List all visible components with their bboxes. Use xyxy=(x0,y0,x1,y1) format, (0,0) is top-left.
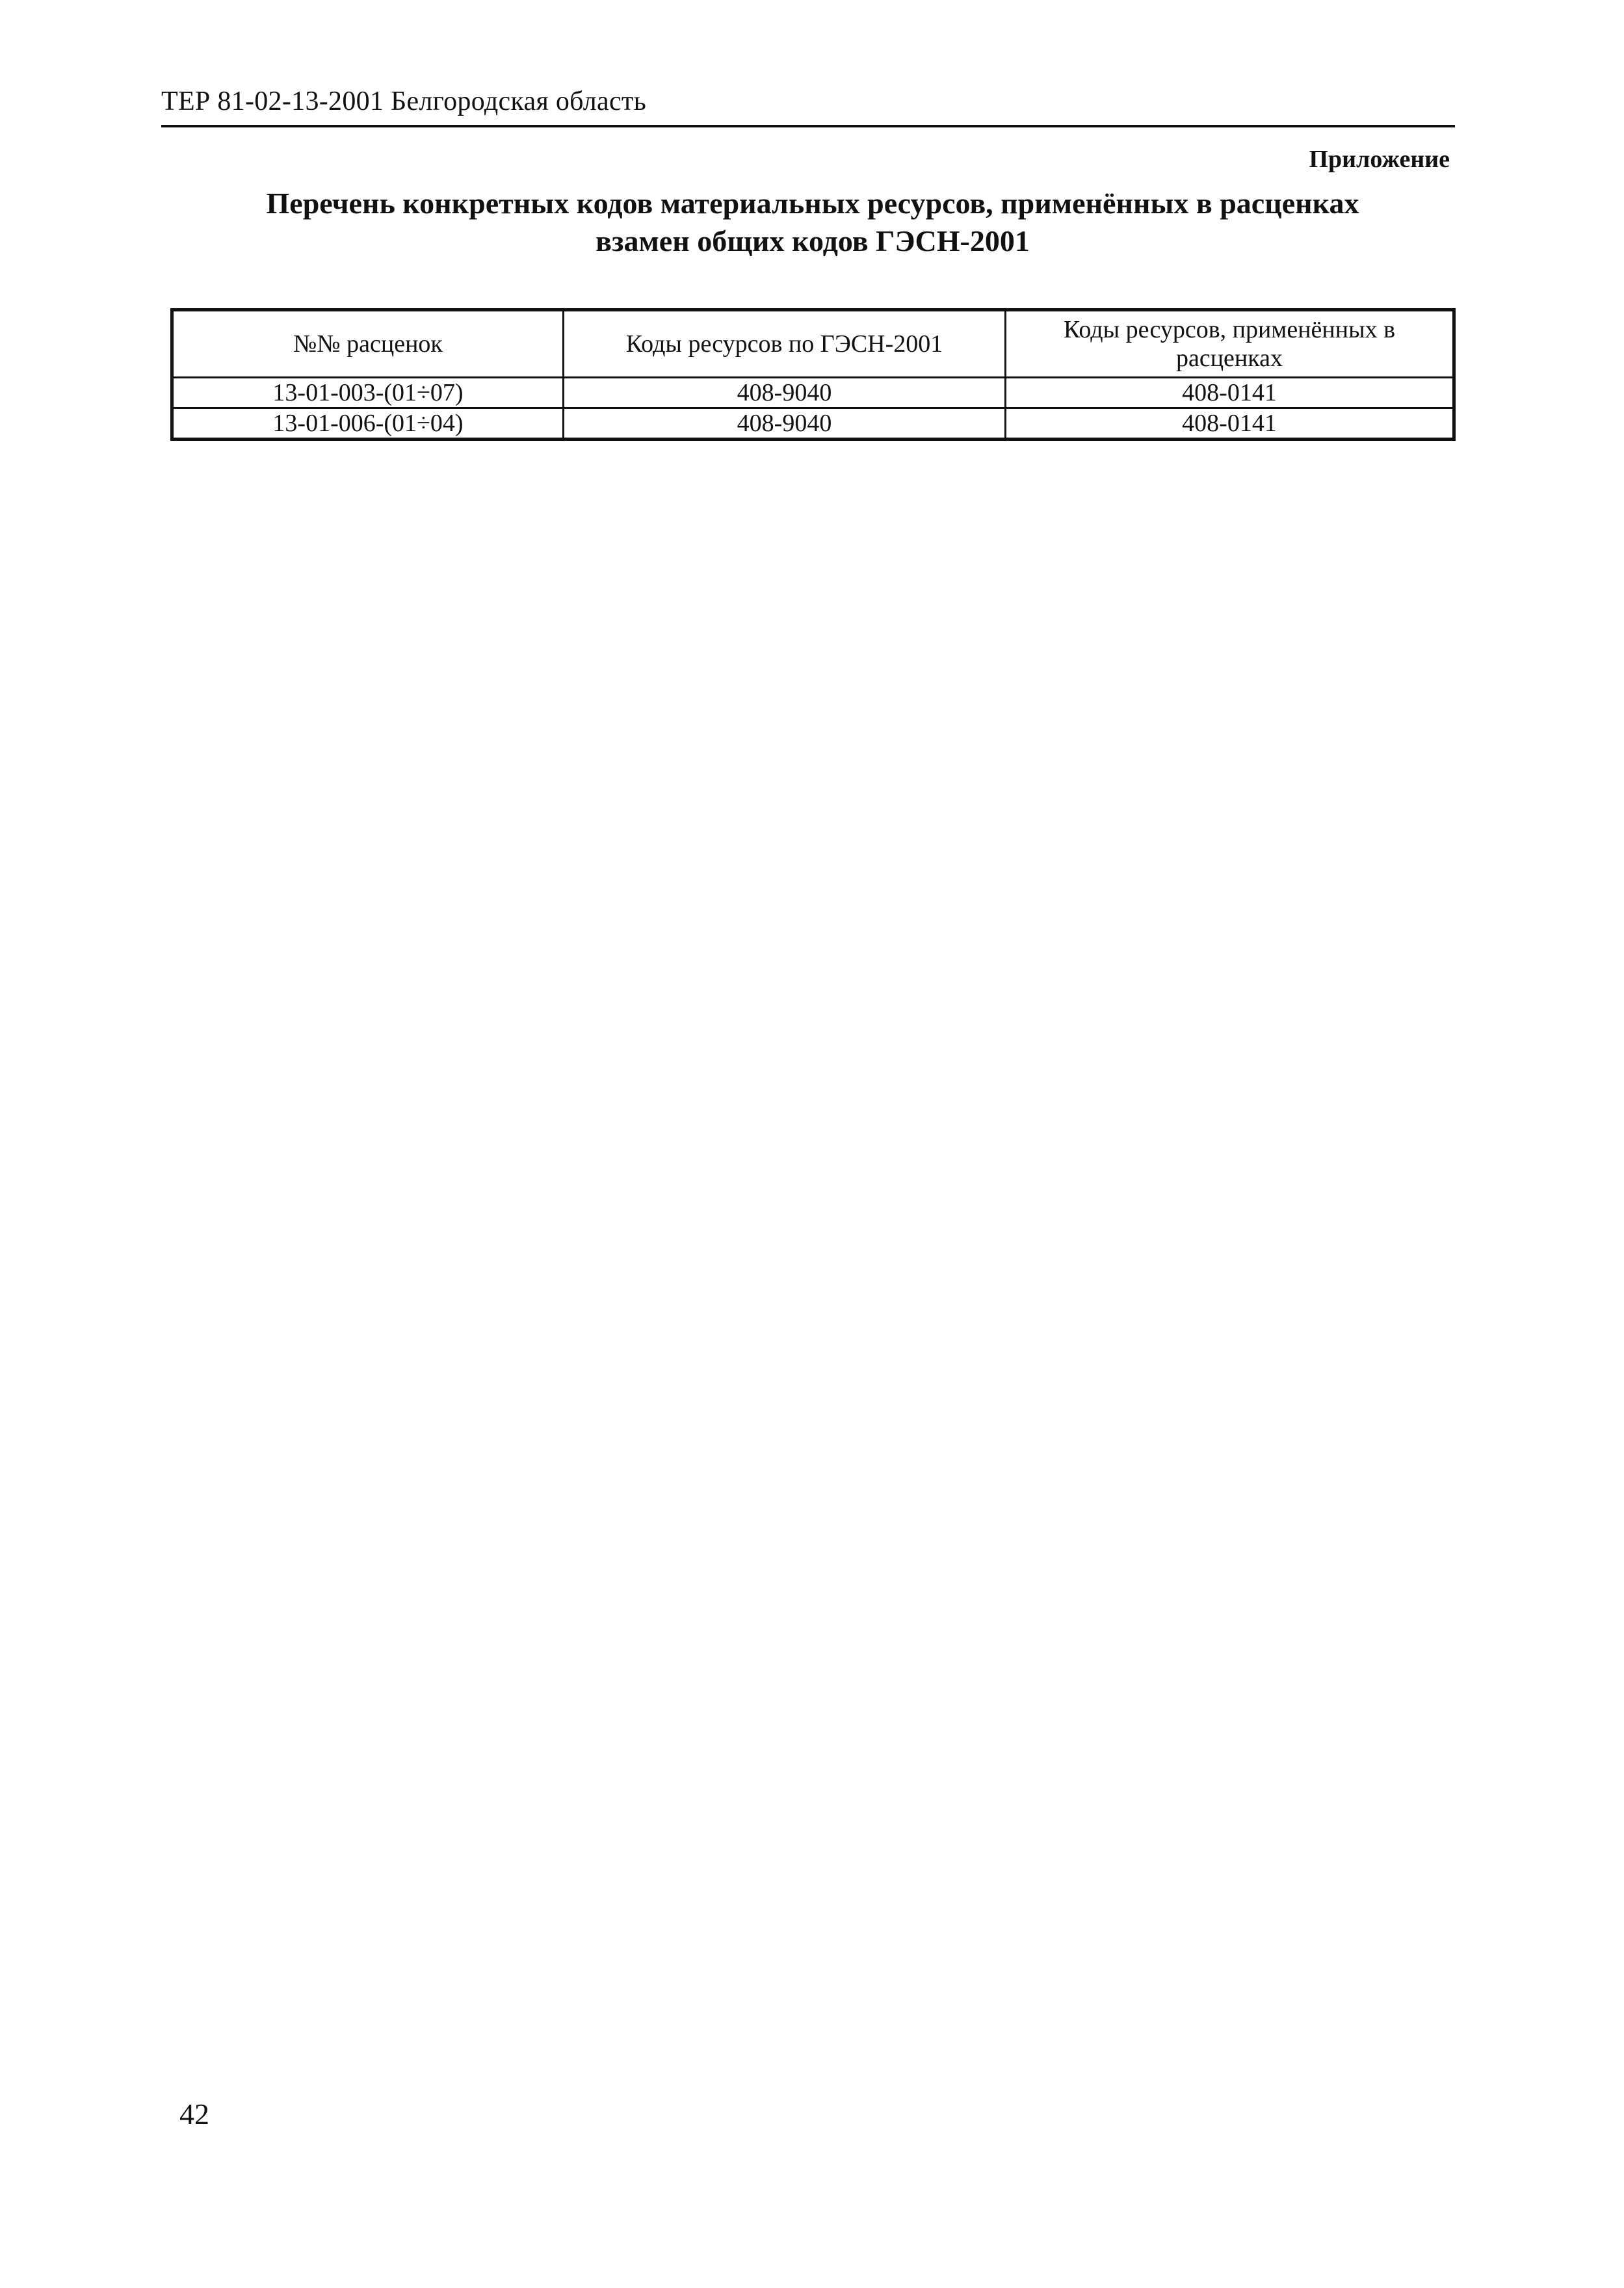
table-row xyxy=(172,408,1454,440)
appendix-label: Приложение xyxy=(1309,146,1450,173)
table-header-row xyxy=(172,310,1454,378)
document-title-line-1: Перечень конкретных кодов материальных ресурсов, применённых в расценках xyxy=(266,187,1359,220)
column-header-gesn-codes: Коды ресурсов по ГЭСН-2001 xyxy=(564,310,1006,378)
document-title xyxy=(169,185,1456,260)
codes-table-container xyxy=(170,308,1452,441)
document-title-line-2: взамен общих кодов ГЭСН-2001 xyxy=(596,224,1030,257)
cell-gesn-code: 408-9040 xyxy=(564,378,1006,408)
cell-applied-code: 408-0141 xyxy=(1006,378,1454,408)
page-number: 42 xyxy=(179,2097,209,2131)
cell-applied-code: 408-0141 xyxy=(1006,408,1454,440)
column-header-applied-codes: Коды ресурсов, применённых в расценках xyxy=(1006,310,1454,378)
cell-rate-number: 13-01-003-(01÷07) xyxy=(172,378,564,408)
header-rule xyxy=(161,125,1455,127)
cell-gesn-code: 408-9040 xyxy=(564,408,1006,440)
table-row xyxy=(172,378,1454,408)
resource-codes-table xyxy=(170,308,1456,441)
running-header: ТЕР 81-02-13-2001 Белгородская область xyxy=(161,86,647,116)
cell-rate-number: 13-01-006-(01÷04) xyxy=(172,408,564,440)
column-header-rate-numbers: №№ расценок xyxy=(172,310,564,378)
